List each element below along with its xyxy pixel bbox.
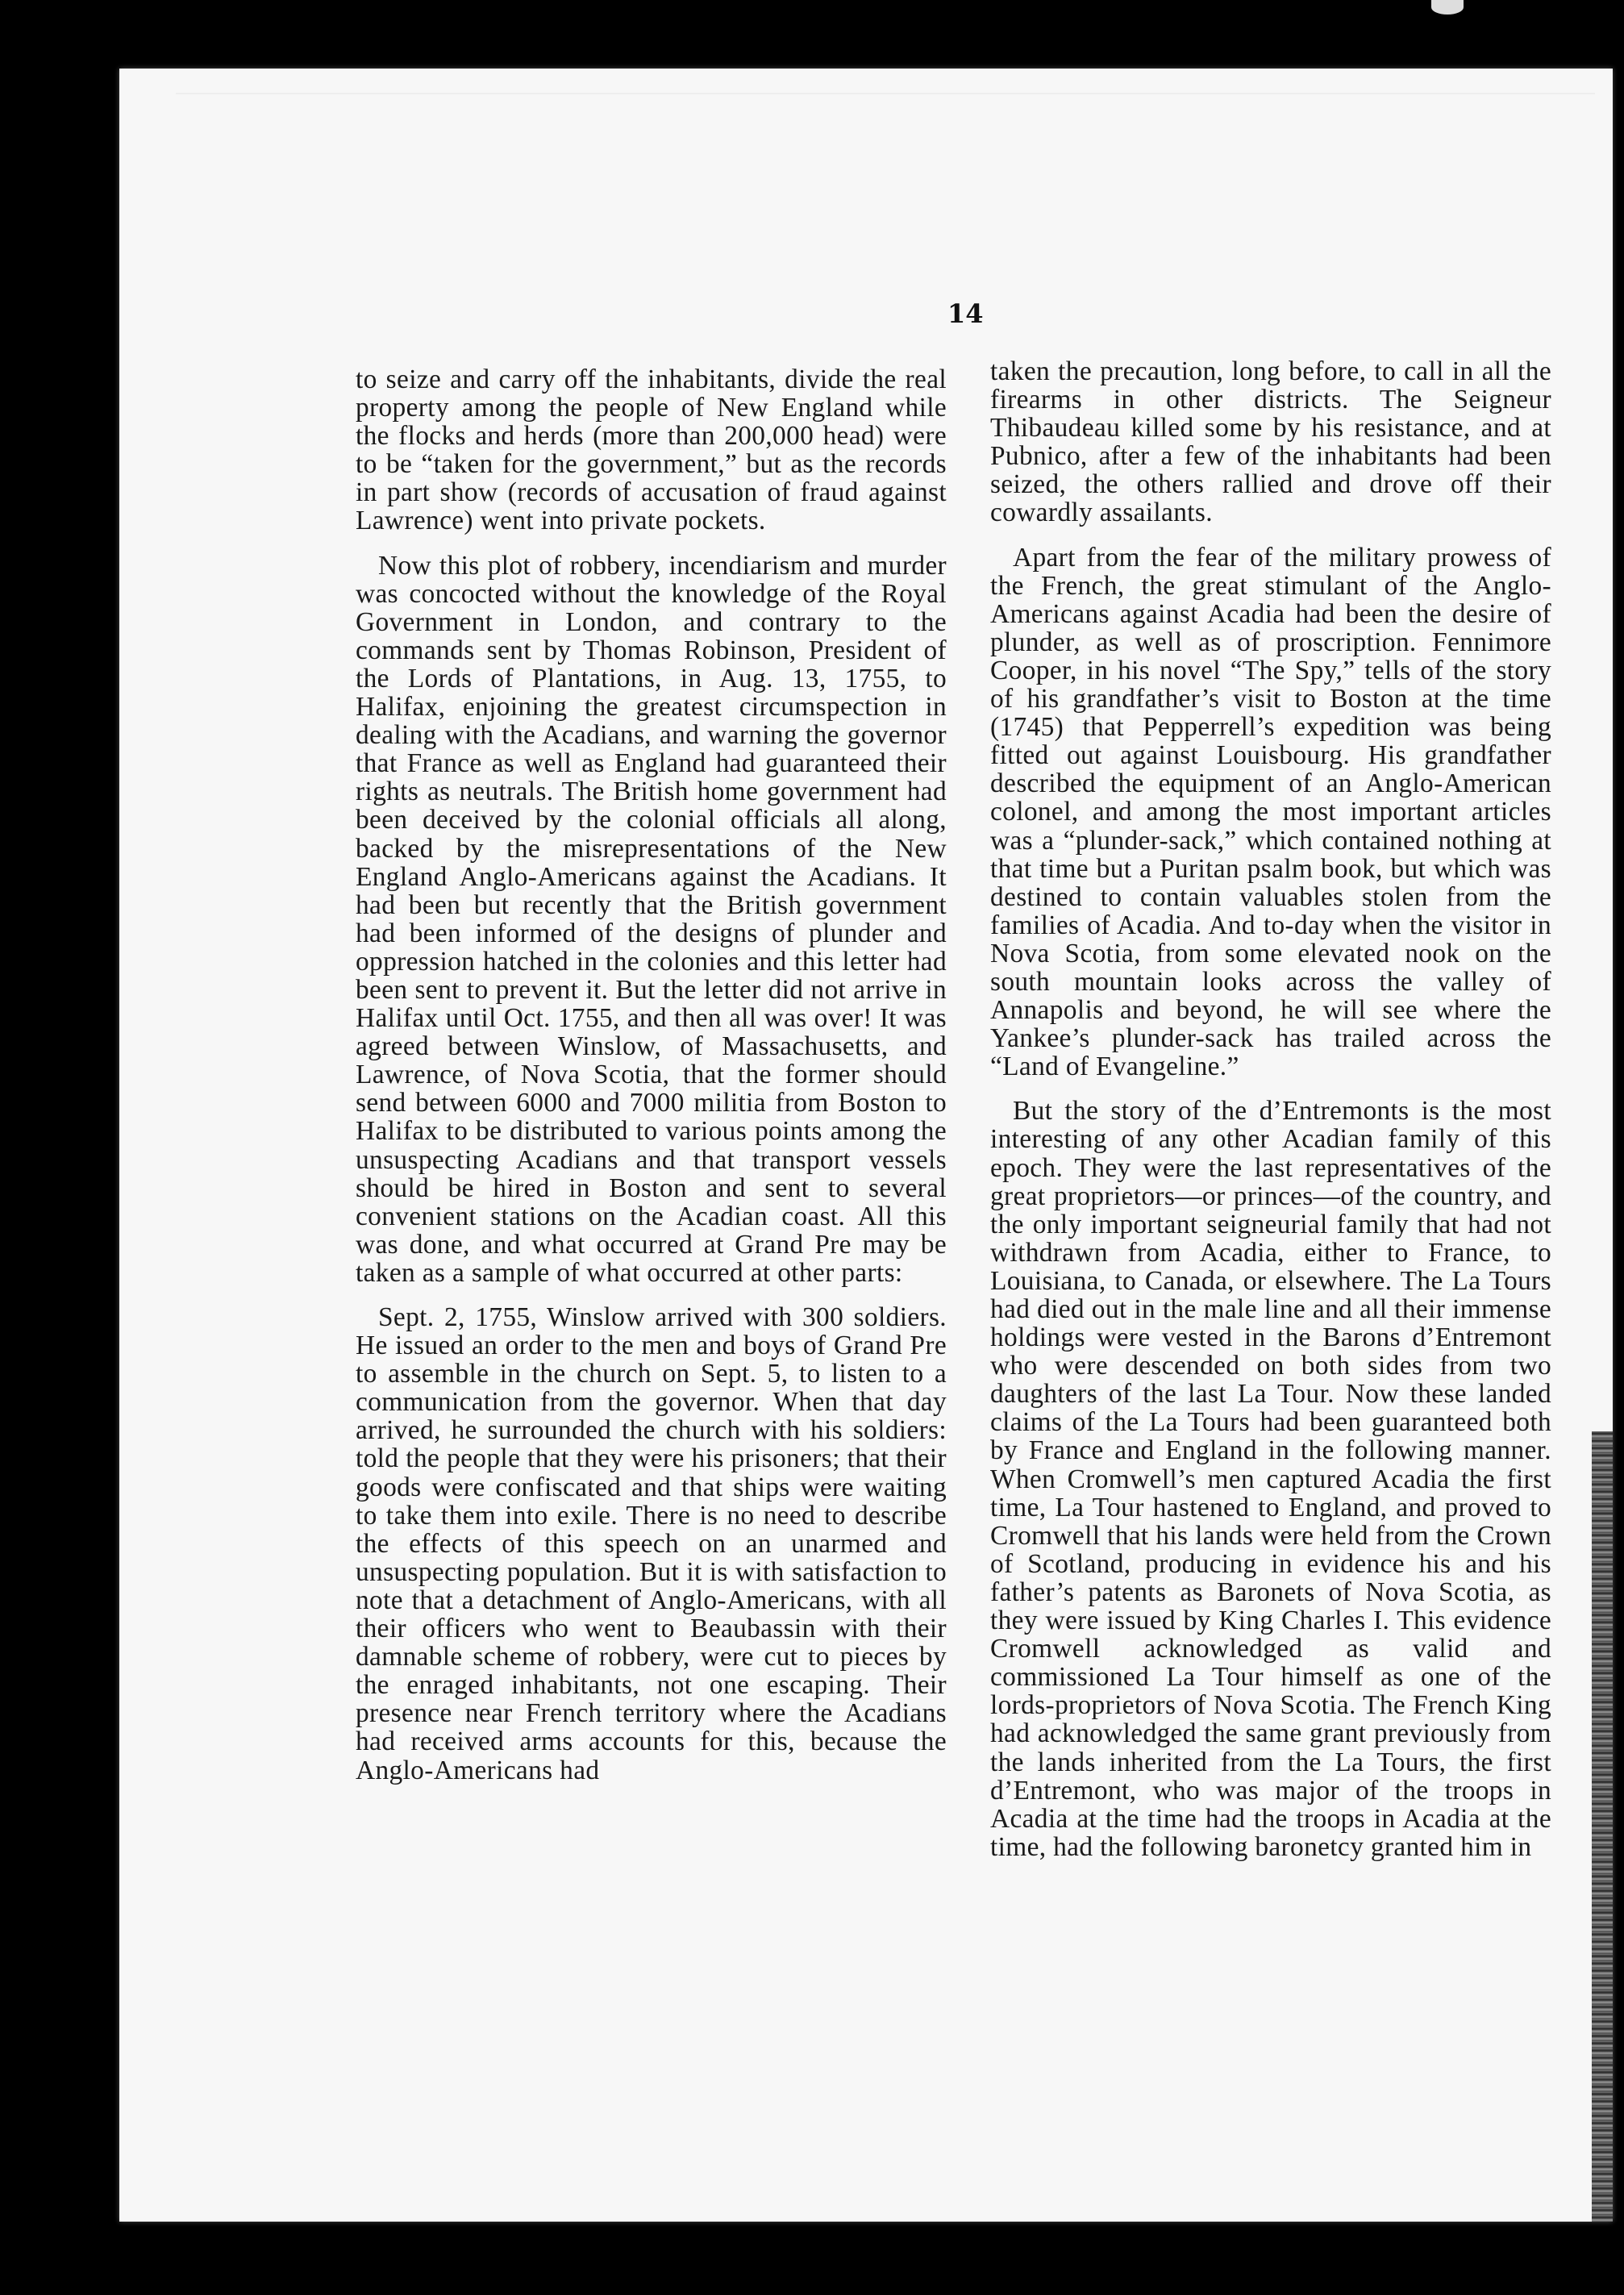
paragraph: to seize and carry off the inhabitants, divide the real property among the people of New England while the flocks and herds (more than 200,000 head) were to be “taken for the government,” but as the records in part show (records of accusation of fraud against Lawrence) went into private pockets. <box>356 364 947 536</box>
paragraph: taken the precaution, long before, to call in all the firearms in other districts. The Seigneur Thibaudeau killed some by his resistance, and at Pubnico, after a few of the inhabitants had been seized, the others rallied and drove off their cowardly assailants. <box>990 356 1551 528</box>
scan-artifact <box>1431 0 1464 15</box>
page-number: 14 <box>947 298 984 329</box>
paragraph: Now this plot of robbery, incendiarism and murder was concocted without the knowledge of the Royal Government in London, and contrary to the commands sent by Thomas Robinson, President of the Lords of Plantations, in Aug. 13, 1755, to Halifax, enjoining the greatest circumspection in dealing with the Acadians, and warning the governor that France as well as England had guaranteed their rights as neutrals. The British home government had been deceived by the colonial officials all along, backed by the misrepresentations of the New England Anglo-Americans against the Acadians. It had been but recently that the British government had been informed of the designs of plunder and oppression hatched in the colonies and this letter had been sent to prevent it. But the letter did not arrive in Halifax until Oct. 1755, and then all was over! It was agreed between Winslow, of Massachusetts, and Lawrence, of Nova Scotia, that the former should send between 6000 and 7000 militia from Boston to Halifax to be distributed to various points among the unsuspecting Acadians and that transport vessels should be hired in Boston and sent to several convenient stations on the Acadian coast. All this was done, and what occurred at Grand Pre may be taken as a sample of what occurred at other parts: <box>356 550 947 1288</box>
page-fold-line <box>176 93 1595 94</box>
paragraph: But the story of the d’Entremonts is the most interesting of any other Acadian family of this epoch. They were the last representatives of the great proprietors—or princes—of the country, and the only important seigneurial family that had not withdrawn from Acadia, either to France, to Louisiana, to Canada, or elsewhere. The La Tours had died out in the male line and all their immense holdings were vested in the Barons d’Entremont who were descended on both sides from two daughters of the last La Tour. Now these landed claims of the La Tours had been guaranteed both by France and England in the following manner. When Cromwell’s men captured Acadia the first time, La Tour hastened to England, and proved to Cromwell that his lands were held from the Crown of Scotland, producing in evidence his and his father’s patents as Baronets of Nova Scotia, as they were issued by King Charles I. This evidence Cromwell acknowledged as valid and commissioned La Tour himself as one of the lords-proprietors of Nova Scotia. The French King had acknowledged the same grant previously from the lands inherited from the La Tours, the first d’Entremont, who was major of the troops in Acadia at the time had the troops in Acadia at the time, had the following baronetcy granted him in <box>990 1096 1551 1862</box>
left-text-column <box>356 365 947 1785</box>
paragraph: Apart from the fear of the military prowess of the French, the great stimulant of the Anglo-Americans against Acadia had been the desire of plunder, as well as of proscription. Fennimore Cooper, in his novel “The Spy,” tells of the story of his grandfather’s visit to Boston at the time (1745) that Pepperrell’s expedition was being fitted out against Louisbourg. His grandfather described the equipment of an Anglo-American colonel, and among the most important articles was a “plunder-sack,” which contained nothing at that time but a Puritan psalm book, but which was destined to contain valuables stolen from the families of Acadia. And to-day when the visitor in Nova Scotia, from some elevated nook on the south mountain looks across the valley of Annapolis and beyond, he will see where the Yankee’s plunder-sack has trailed across the “Land of Evangeline.” <box>990 542 1551 1082</box>
paragraph: Sept. 2, 1755, Winslow arrived with 300 soldiers. He issued an order to the men and boys of Grand Pre to assemble in the church on Sept. 5, to listen to a communication from the governor. When that day arrived, he surrounded the church with his soldiers: told the people that they were his prisoners; that their goods were confiscated and that ships were waiting to take them into exile. There is no need to describe the effects of this speech on an unarmed and unsuspecting population. But it is with satisfaction to note that a detachment of Anglo-Americans, with all their officers who went to Beaubassin with their damnable scheme of robbery, were cut to pieces by the enraged inhabitants, not one escaping. Their presence near French territory where the Acadians had received arms accounts for this, because the Anglo-Americans had <box>356 1302 947 1785</box>
binding-edge <box>1592 1431 1613 2222</box>
right-text-column <box>990 357 1551 1861</box>
